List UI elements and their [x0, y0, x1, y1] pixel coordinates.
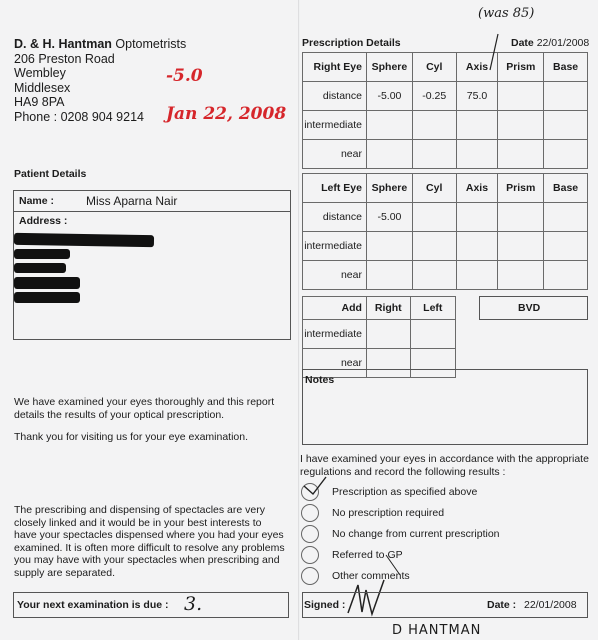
- report-dispensing-note: The prescribing and dispensing of spectacles are very closely linked and it would be in your best interests to have your spectacles dispensed where you had your eyes examined. It is often more difficult to resolve any problems you may have with your spectacles when prescribing and supply are separated.: [14, 504, 285, 579]
- left-distance-sphere: -5.00: [366, 203, 412, 232]
- next-exam-value: 3.: [184, 593, 203, 615]
- practice-phone: Phone : 0208 904 9214: [14, 109, 144, 124]
- row-label: near: [303, 261, 367, 290]
- handwritten-top-note: (was 85): [478, 6, 535, 21]
- right-eye-label: Right Eye: [303, 53, 367, 82]
- left-eye-label: Left Eye: [303, 174, 367, 203]
- col-prism: Prism: [498, 174, 544, 203]
- signature-name: D HANTMAN: [392, 623, 482, 638]
- redacted-address: [14, 233, 154, 247]
- prescription-date-value: 22/01/2008: [536, 37, 590, 49]
- handwriting-marks: [300, 0, 598, 640]
- redacted-address: [14, 292, 80, 303]
- row-label: intermediate: [303, 320, 367, 349]
- address-line: Middlesex: [14, 80, 71, 95]
- row-label: intermediate: [303, 232, 367, 261]
- practice-name: D. & H. Hantman: [14, 37, 112, 51]
- patient-section-title: Patient Details: [14, 168, 87, 180]
- handwritten-date: Jan 22, 2008: [166, 104, 287, 124]
- address-label: Address :: [19, 215, 68, 227]
- notes-label: Notes: [305, 374, 335, 386]
- results-intro: I have examined your eyes in accordance with the appropriate regulations and record the following results :: [300, 453, 589, 478]
- right-distance-cyl: -0.25: [412, 82, 456, 111]
- row-label: near: [303, 349, 367, 378]
- col-cyl: Cyl: [412, 174, 456, 203]
- row-label: intermediate: [303, 111, 367, 140]
- handwritten-sphere-note: -5.0: [166, 66, 203, 86]
- next-exam-label: Your next examination is due :: [17, 599, 169, 611]
- results-date-label: Date :: [487, 599, 517, 611]
- add-label: Add: [303, 297, 367, 320]
- next-exam-box: [13, 592, 289, 618]
- patient-name: Miss Aparna Nair: [86, 194, 178, 208]
- col-axis: Axis: [456, 174, 498, 203]
- option-prescription: Prescription as specified above: [332, 486, 478, 498]
- col-base: Base: [544, 53, 588, 82]
- patient-address-box: [13, 212, 291, 340]
- signed-label: Signed :: [304, 599, 346, 611]
- col-axis: Axis: [456, 53, 498, 82]
- option-referred: Referred to GP: [332, 549, 403, 561]
- right-distance-axis: 75.0: [456, 82, 498, 111]
- signature-box: [302, 592, 588, 618]
- row-label: distance: [303, 203, 367, 232]
- address-line: HA9 8PA: [14, 95, 65, 110]
- name-label: Name :: [19, 195, 55, 207]
- col-prism: Prism: [498, 53, 544, 82]
- address-line: Wembley: [14, 66, 66, 81]
- report-thanks: Thank you for visiting us for your eye examination.: [14, 431, 249, 443]
- redacted-address: [14, 249, 70, 259]
- option-other: Other comments: [332, 570, 410, 582]
- prescription-date-label: Date: [511, 37, 534, 49]
- results-date-value: 22/01/2008: [524, 599, 577, 611]
- prescription-title: Prescription Details: [302, 37, 401, 49]
- practice-address: [14, 37, 186, 125]
- redacted-address: [14, 277, 80, 289]
- add-col-right: Right: [366, 297, 410, 320]
- col-base: Base: [544, 174, 588, 203]
- col-sphere: Sphere: [366, 174, 412, 203]
- practice-type: Optometrists: [111, 37, 187, 51]
- check-mark: [304, 477, 326, 494]
- redacted-address: [14, 263, 66, 273]
- right-distance-sphere: -5.00: [366, 82, 412, 111]
- row-label: near: [303, 140, 367, 169]
- col-cyl: Cyl: [412, 53, 456, 82]
- add-col-left: Left: [410, 297, 455, 320]
- option-no-prescription: No prescription required: [332, 507, 445, 519]
- pen-stroke: [490, 34, 498, 70]
- report-intro: We have examined your eyes thoroughly and this report details the results of your optical prescription.: [14, 396, 275, 421]
- patient-name-box: [13, 190, 291, 212]
- pen-stroke: [386, 555, 400, 575]
- option-no-change: No change from current prescription: [332, 528, 500, 540]
- address-line: 206 Preston Road: [14, 51, 115, 66]
- bvd-label: BVD: [518, 302, 541, 314]
- row-label: distance: [303, 82, 367, 111]
- col-sphere: Sphere: [366, 53, 412, 82]
